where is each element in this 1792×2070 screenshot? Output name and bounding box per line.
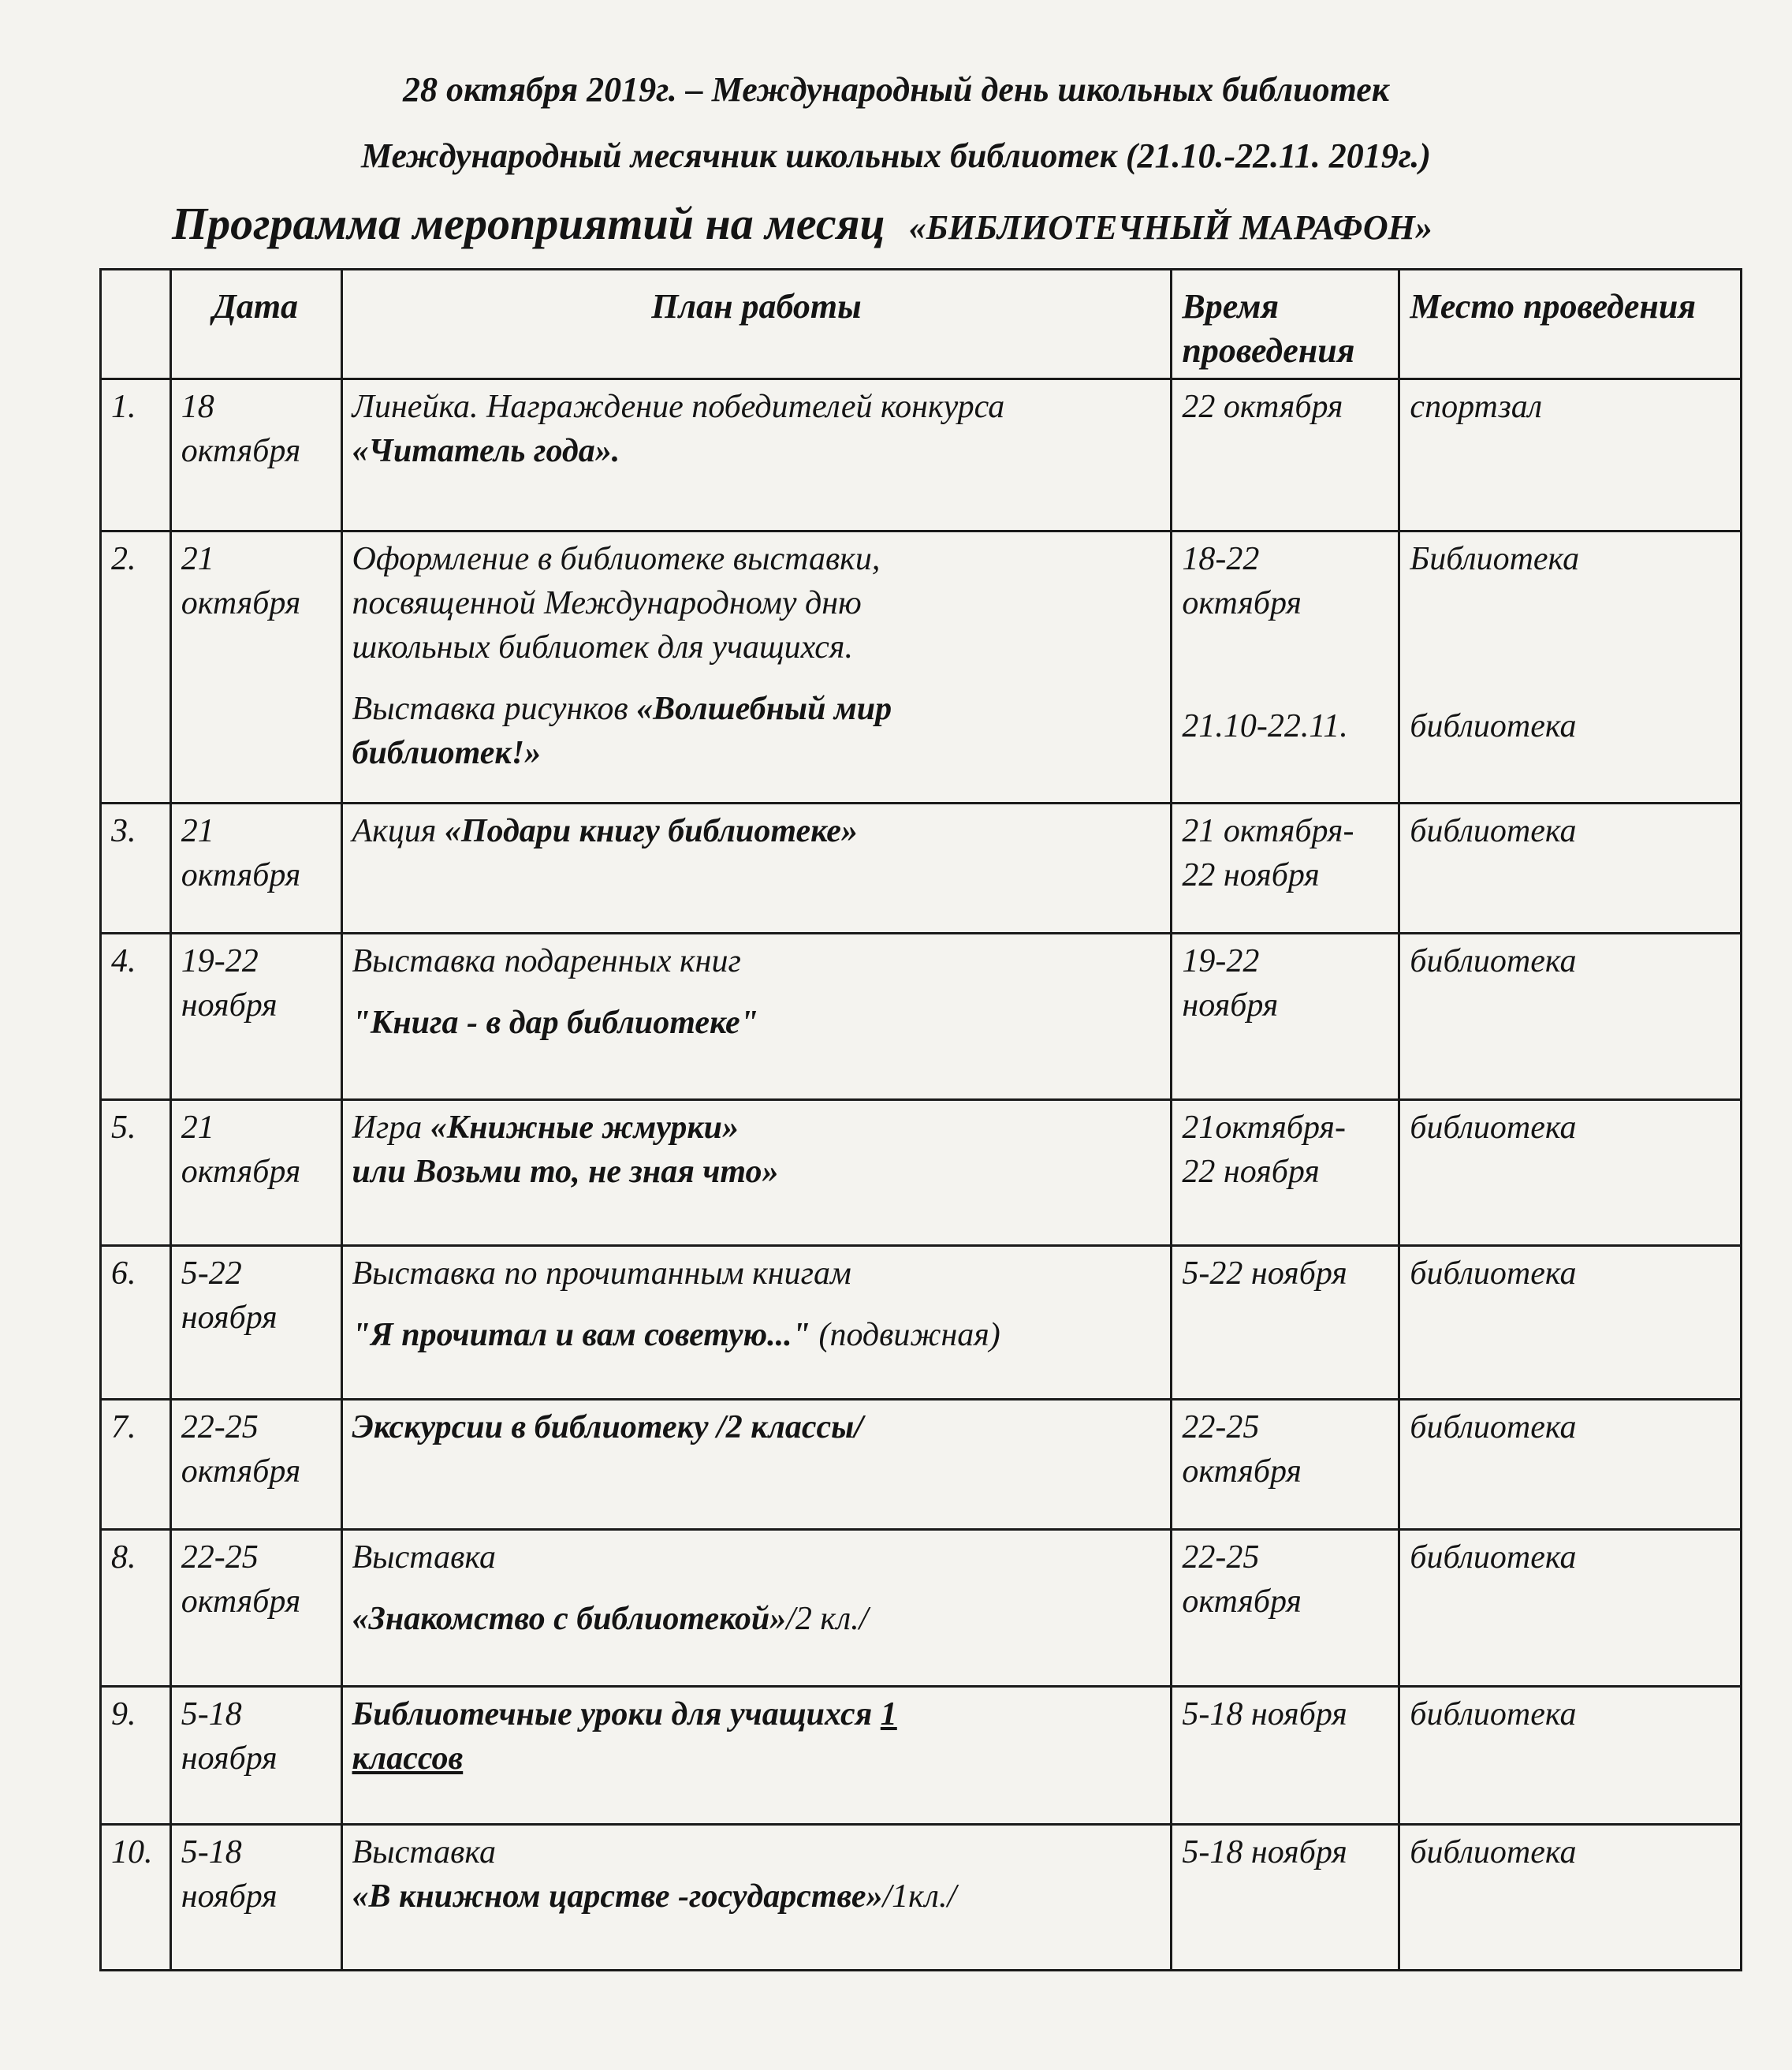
date-line: ноября <box>181 1740 278 1777</box>
row-number: 3. <box>101 804 171 934</box>
date-line: 22-25 <box>181 1539 259 1576</box>
time-line: октября <box>1182 1453 1302 1490</box>
date-line: октября <box>181 1583 301 1620</box>
row-place: библиотека <box>1399 1687 1742 1825</box>
row-place <box>1399 531 1742 804</box>
plan-title: «Читатель года». <box>352 433 620 469</box>
plan-title: Экскурсии в библиотеку /2 классы/ <box>352 1409 863 1445</box>
time-line: 22 ноября <box>1182 857 1320 893</box>
row-plan <box>341 1530 1172 1687</box>
table-row <box>101 1825 1742 1971</box>
heading-month: Международный месячник школьных библиотек (21.10.-22.11. 2019г.) <box>360 136 1432 175</box>
header-plan: План работы <box>341 270 1172 379</box>
row-number: 1. <box>101 379 171 531</box>
program-title: Программа мероприятий на месяц <box>172 198 885 249</box>
table-row <box>101 1687 1742 1825</box>
plan-title: Библиотечные уроки для учащихся <box>352 1696 873 1732</box>
row-number: 5. <box>101 1100 171 1246</box>
time-line: 5-22 ноября <box>1182 1255 1347 1292</box>
date-line: ноября <box>181 1878 278 1915</box>
date-line: 5-18 <box>181 1834 242 1870</box>
row-plan <box>341 804 1172 934</box>
date-line: октября <box>181 1453 301 1490</box>
row-place: библиотека <box>1399 1825 1742 1971</box>
table-row <box>101 934 1742 1100</box>
row-number: 4. <box>101 934 171 1100</box>
time-line: 22 октября <box>1182 389 1343 425</box>
row-plan <box>341 379 1172 531</box>
row-date <box>170 1825 341 1971</box>
row-time <box>1172 804 1399 934</box>
row-date <box>170 1100 341 1246</box>
row-plan <box>341 1100 1172 1246</box>
plan-title: 1 <box>880 1696 897 1732</box>
header-time <box>1172 270 1399 379</box>
plan-text: Оформление в библиотеке выставки, <box>352 541 881 577</box>
plan-text: посвященной Международному дню <box>352 585 862 621</box>
row-date <box>170 531 341 804</box>
plan-text: (подвижная) <box>818 1317 1000 1353</box>
plan-title: библиотек!» <box>352 735 542 771</box>
time-line: 21.10-22.11. <box>1182 708 1348 744</box>
time-line: октября <box>1182 585 1302 621</box>
plan-title: «Волшебный мир <box>636 691 892 727</box>
table-row <box>101 1400 1742 1530</box>
row-number: 10. <box>101 1825 171 1971</box>
time-line: 21 октября- <box>1182 813 1354 849</box>
place-line: библиотека <box>1410 708 1577 744</box>
header-time-line-1: Время <box>1182 287 1279 326</box>
table-row <box>101 379 1742 531</box>
row-place: библиотека <box>1399 1530 1742 1687</box>
date-line: ноября <box>181 987 278 1024</box>
row-plan <box>341 531 1172 804</box>
plan-text: /2 кл./ <box>786 1601 869 1637</box>
row-date <box>170 1687 341 1825</box>
plan-title: «Книжные жмурки» <box>430 1110 739 1146</box>
row-plan <box>341 1400 1172 1530</box>
row-time <box>1172 1825 1399 1971</box>
row-plan <box>341 1246 1172 1400</box>
row-time <box>1172 379 1399 531</box>
row-place: библиотека <box>1399 1400 1742 1530</box>
row-plan <box>341 934 1172 1100</box>
date-line: 18 <box>181 389 214 425</box>
date-line: 21 <box>181 1110 214 1146</box>
row-time <box>1172 1530 1399 1687</box>
table-row <box>101 804 1742 934</box>
header-place: Место проведения <box>1399 270 1742 379</box>
header-date: Дата <box>170 270 341 379</box>
row-date <box>170 379 341 531</box>
plan-title: "Я прочитал и вам советую..." <box>352 1317 810 1353</box>
row-time <box>1172 1100 1399 1246</box>
plan-text: Выставка <box>352 1539 496 1576</box>
heading-date: 28 октября 2019г. – Международный день школьных библиотек <box>402 70 1390 109</box>
plan-text: школьных библиотек для учащихся. <box>352 629 853 666</box>
date-line: октября <box>181 857 301 893</box>
plan-text: Линейка. Награждение победителей конкурса <box>352 389 1005 425</box>
time-line: 22-25 <box>1182 1409 1260 1445</box>
time-line: ноября <box>1182 987 1279 1024</box>
heading-program <box>172 197 1432 250</box>
date-line: 5-18 <box>181 1696 242 1732</box>
time-line: 18-22 <box>1182 541 1260 577</box>
row-place: спортзал <box>1399 379 1742 531</box>
plan-text: Выставка по прочитанным книгам <box>352 1255 851 1292</box>
time-line: 19-22 <box>1182 943 1260 979</box>
date-line: октября <box>181 433 301 469</box>
row-place: библиотека <box>1399 1100 1742 1246</box>
date-line: октября <box>181 1154 301 1190</box>
plan-text: Выставка <box>352 1834 496 1870</box>
row-date <box>170 804 341 934</box>
header-num <box>101 270 171 379</box>
row-date <box>170 1530 341 1687</box>
time-line: 5-18 ноября <box>1182 1696 1347 1732</box>
row-plan <box>341 1687 1172 1825</box>
row-date <box>170 1246 341 1400</box>
plan-title: «Знакомство с библиотекой» <box>352 1601 787 1637</box>
row-number: 8. <box>101 1530 171 1687</box>
date-line: 22-25 <box>181 1409 259 1445</box>
date-line: 5-22 <box>181 1255 242 1292</box>
time-line: 22-25 <box>1182 1539 1260 1576</box>
row-place: библиотека <box>1399 934 1742 1100</box>
table-row <box>101 531 1742 804</box>
program-name: «БИБЛИОТЕЧНЫЙ МАРАФОН» <box>908 208 1432 247</box>
time-line: октября <box>1182 1583 1302 1620</box>
row-number: 9. <box>101 1687 171 1825</box>
time-line: 22 ноября <box>1182 1154 1320 1190</box>
plan-text: Игра <box>352 1110 423 1146</box>
table-header-row <box>101 270 1742 379</box>
row-number: 7. <box>101 1400 171 1530</box>
date-line: 19-22 <box>181 943 259 979</box>
plan-text: Выставка рисунков <box>352 691 628 727</box>
time-line: 21октября- <box>1182 1110 1346 1146</box>
plan-text: Выставка подаренных книг <box>352 943 741 979</box>
table-row <box>101 1246 1742 1400</box>
plan-title: или Возьми то, не зная что» <box>352 1154 779 1190</box>
place-line: Библиотека <box>1410 541 1580 577</box>
row-date <box>170 934 341 1100</box>
date-line: 21 <box>181 813 214 849</box>
row-date <box>170 1400 341 1530</box>
row-plan <box>341 1825 1172 1971</box>
row-number: 6. <box>101 1246 171 1400</box>
plan-title: классов <box>352 1740 464 1777</box>
row-time <box>1172 1246 1399 1400</box>
table-row <box>101 1100 1742 1246</box>
row-time <box>1172 1687 1399 1825</box>
date-line: ноября <box>181 1300 278 1336</box>
time-line: 5-18 ноября <box>1182 1834 1347 1870</box>
row-time <box>1172 934 1399 1100</box>
date-line: 21 <box>181 541 214 577</box>
row-time <box>1172 531 1399 804</box>
events-table <box>99 268 1742 1971</box>
plan-text: Акция <box>352 813 437 849</box>
header-time-line-2: проведения <box>1182 331 1355 370</box>
date-line: октября <box>181 585 301 621</box>
plan-title: «В книжном царстве -государстве» <box>352 1878 883 1915</box>
table-row <box>101 1530 1742 1687</box>
row-time <box>1172 1400 1399 1530</box>
row-place: библиотека <box>1399 804 1742 934</box>
plan-title: «Подари книгу библиотеке» <box>444 813 858 849</box>
plan-text: /1кл./ <box>882 1878 957 1915</box>
plan-title: "Книга - в дар библиотеке" <box>352 1005 758 1041</box>
row-place: библиотека <box>1399 1246 1742 1400</box>
row-number: 2. <box>101 531 171 804</box>
